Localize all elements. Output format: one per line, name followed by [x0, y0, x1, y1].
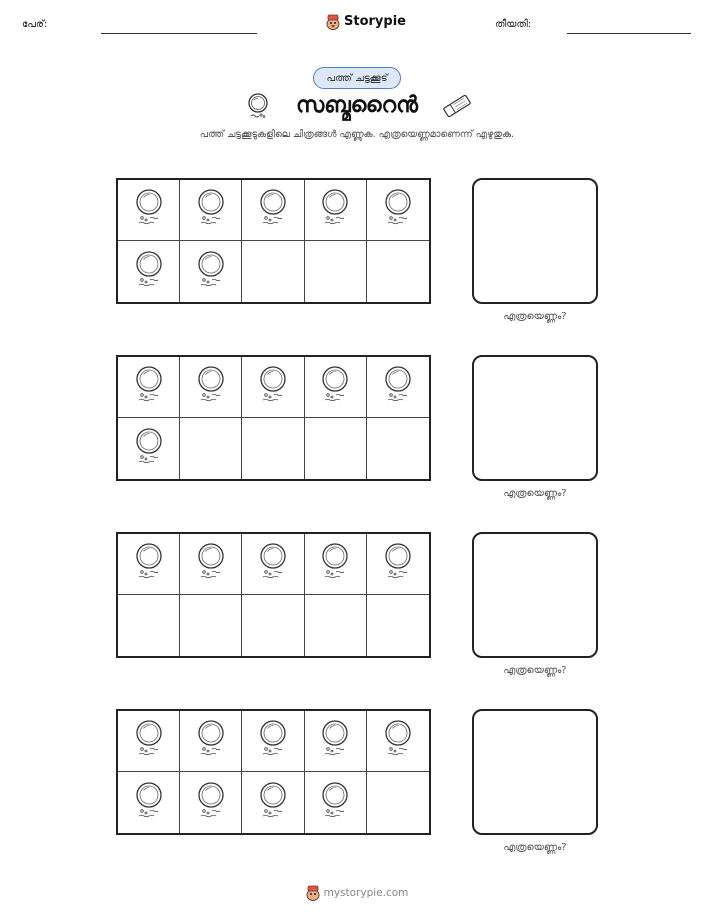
- ten-frame-cell: [180, 534, 242, 595]
- ten-frame: [116, 178, 431, 304]
- ten-frame-cell: [242, 711, 304, 772]
- ten-frame-cell: [367, 534, 429, 595]
- ten-frame-cell: [305, 418, 367, 479]
- ten-frame-cell: [118, 241, 180, 302]
- ten-frame: [116, 355, 431, 481]
- date-field[interactable]: [567, 33, 691, 34]
- ten-frame-cell: [180, 772, 242, 833]
- porthole-icon: [196, 188, 226, 232]
- eraser-icon: [440, 92, 474, 120]
- ten-frame-cell: [305, 534, 367, 595]
- ten-frame-cell: [305, 180, 367, 241]
- porthole-icon: [134, 542, 164, 586]
- brand-logo: [326, 13, 406, 30]
- ten-frame-cell: [242, 595, 304, 656]
- porthole-icon: [383, 188, 413, 232]
- porthole-icon: [134, 250, 164, 294]
- ten-frame-cell: [118, 772, 180, 833]
- answer-box[interactable]: [472, 532, 598, 658]
- date-label: തീയതി:: [495, 19, 532, 30]
- footer: [0, 884, 714, 901]
- porthole-icon: [134, 365, 164, 409]
- ten-frame-cell: [180, 180, 242, 241]
- porthole-icon: [383, 719, 413, 763]
- ten-frame-cell: [118, 534, 180, 595]
- ten-frame-cell: [180, 595, 242, 656]
- answer-box[interactable]: [472, 178, 598, 304]
- ten-frame-cell: [305, 772, 367, 833]
- porthole-icon: [196, 542, 226, 586]
- ten-frame-cell: [367, 180, 429, 241]
- porthole-icon: [196, 781, 226, 825]
- name-label: പേര്:: [22, 19, 48, 30]
- ten-frame-cell: [118, 595, 180, 656]
- ten-frame-cell: [180, 711, 242, 772]
- ten-frame-cell: [118, 711, 180, 772]
- porthole-icon: [196, 365, 226, 409]
- instructions: പത്ത് ചട്ടക്കൂടുകളിലെ ചിത്രങ്ങൾ എണ്ണുക. എത്രയെണ്ണമാണെന്ന് എഴുതുക.: [199, 129, 515, 140]
- footer-site: mystorypie.com: [323, 886, 409, 899]
- ten-frame-cell: [242, 357, 304, 418]
- ten-frame-cell: [367, 241, 429, 302]
- ten-frame-cell: [305, 357, 367, 418]
- ten-frame-cell: [242, 241, 304, 302]
- ten-frame-cell: [305, 595, 367, 656]
- answer-label: എത്രയെണ്ണം?: [503, 488, 567, 499]
- porthole-icon: [134, 427, 164, 471]
- name-field[interactable]: [101, 33, 257, 34]
- ten-frame-cell: [367, 418, 429, 479]
- porthole-icon: [383, 542, 413, 586]
- porthole-icon: [196, 250, 226, 294]
- porthole-icon: [134, 781, 164, 825]
- ten-frame-cell: [180, 357, 242, 418]
- porthole-icon: [320, 188, 350, 232]
- answer-label: എത്രയെണ്ണം?: [503, 665, 567, 676]
- answer-box[interactable]: [472, 709, 598, 835]
- porthole-icon: [320, 719, 350, 763]
- ten-frame: [116, 709, 431, 835]
- answer-box[interactable]: [472, 355, 598, 481]
- porthole-icon: [258, 542, 288, 586]
- ten-frame-cell: [242, 180, 304, 241]
- ten-frame-cell: [305, 241, 367, 302]
- porthole-icon: [383, 365, 413, 409]
- storypie-mascot-icon: [326, 13, 340, 30]
- ten-frame-cell: [367, 711, 429, 772]
- ten-frame-cell: [242, 772, 304, 833]
- porthole-icon: [134, 719, 164, 763]
- porthole-icon: [320, 365, 350, 409]
- ten-frame-cell: [118, 180, 180, 241]
- ten-frame-cell: [180, 241, 242, 302]
- ten-frame-cell: [118, 418, 180, 479]
- ten-frame-cell: [180, 418, 242, 479]
- worksheet-type-badge: പത്ത് ചട്ടക്കൂട്: [313, 67, 401, 89]
- page-title: സബ്മറൈൻ: [296, 93, 418, 118]
- porthole-icon: [196, 719, 226, 763]
- ten-frame-cell: [305, 711, 367, 772]
- porthole-icon: [320, 781, 350, 825]
- ten-frame-cell: [242, 418, 304, 479]
- brand-name: Storypie: [344, 14, 406, 29]
- ten-frame-cell: [242, 534, 304, 595]
- ten-frame-cell: [367, 772, 429, 833]
- porthole-icon: [258, 188, 288, 232]
- ten-frame-cell: [118, 357, 180, 418]
- porthole-icon: [258, 719, 288, 763]
- porthole-icon: [258, 365, 288, 409]
- answer-label: എത്രയെണ്ണം?: [503, 842, 567, 853]
- storypie-mascot-icon: [306, 884, 320, 901]
- porthole-icon: [134, 188, 164, 232]
- ten-frame: [116, 532, 431, 658]
- answer-label: എത്രയെണ്ണം?: [503, 311, 567, 322]
- ten-frame-cell: [367, 595, 429, 656]
- ten-frame-cell: [367, 357, 429, 418]
- porthole-icon: [320, 542, 350, 586]
- porthole-icon: [258, 781, 288, 825]
